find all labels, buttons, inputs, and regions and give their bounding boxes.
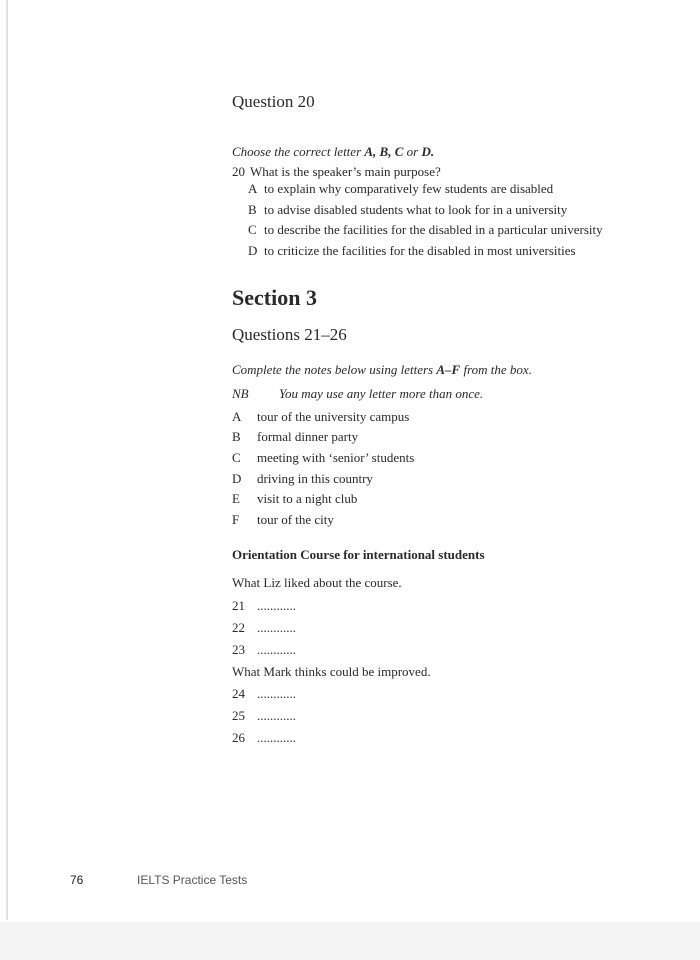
box-letter: E [232, 491, 240, 506]
box-item: visit to a night club [257, 491, 358, 506]
liz-heading: What Liz liked about the course. [232, 575, 402, 590]
box-letter: A [232, 409, 242, 424]
box-item: formal dinner party [257, 429, 359, 444]
blank-number: 25 [232, 708, 245, 723]
page-number: 76 [70, 873, 84, 887]
answer-blank[interactable]: ............ [257, 620, 296, 635]
question-text: What is the speaker’s main purpose? [250, 164, 441, 179]
box-letter: C [232, 450, 241, 465]
blank-number: 24 [232, 686, 245, 701]
scan-edge [6, 0, 8, 920]
questions-subheading: Questions 21–26 [232, 325, 347, 344]
book-title: IELTS Practice Tests [137, 873, 248, 887]
answer-blank[interactable]: ............ [257, 686, 296, 701]
box-item: tour of the university campus [257, 409, 410, 424]
blank-number: 22 [232, 620, 245, 635]
section-instruction [232, 362, 532, 378]
notes-title: Orientation Course for international students [232, 547, 485, 562]
question-heading: Question 20 [232, 92, 315, 111]
instruction-text: Choose the correct letter [232, 144, 365, 159]
mark-heading: What Mark thinks could be improved. [232, 664, 431, 679]
question-instruction [232, 144, 434, 160]
option-letter: A [248, 181, 258, 196]
scan-bottom-margin [0, 922, 700, 960]
instruction-letters: A–F [436, 362, 461, 377]
option-text: to criticize the facilities for the disabled in most universities [264, 243, 576, 258]
answer-blank[interactable]: ............ [257, 708, 296, 723]
answer-blank[interactable]: ............ [257, 730, 296, 745]
instruction-or: or [403, 144, 422, 159]
nb-text: You may use any letter more than once. [279, 386, 484, 401]
instruction-letters: A, B, C [364, 144, 404, 159]
option-text: to describe the facilities for the disabled in a particular university [264, 222, 603, 237]
box-letter: B [232, 429, 241, 444]
blank-number: 23 [232, 642, 245, 657]
option-text: to advise disabled students what to look for in a university [264, 202, 568, 217]
instruction-text-end: from the box. [460, 362, 532, 377]
box-item: driving in this country [257, 471, 373, 486]
question-number: 20 [232, 164, 245, 179]
nb-label: NB [232, 386, 249, 401]
blank-number: 21 [232, 598, 245, 613]
option-text: to explain why comparatively few students are disabled [264, 181, 554, 196]
instruction-last-letter: D. [421, 144, 435, 159]
box-item: meeting with ‘senior’ students [257, 450, 415, 465]
box-item: tour of the city [257, 512, 334, 527]
instruction-text: Complete the notes below using letters [232, 362, 437, 377]
answer-blank[interactable]: ............ [257, 642, 296, 657]
option-letter: C [248, 222, 257, 237]
box-letter: F [232, 512, 240, 527]
answer-blank[interactable]: ............ [257, 598, 296, 613]
option-letter: B [248, 202, 257, 217]
section-title: Section 3 [232, 285, 317, 310]
box-letter: D [232, 471, 242, 486]
blank-number: 26 [232, 730, 245, 745]
option-letter: D [248, 243, 258, 258]
